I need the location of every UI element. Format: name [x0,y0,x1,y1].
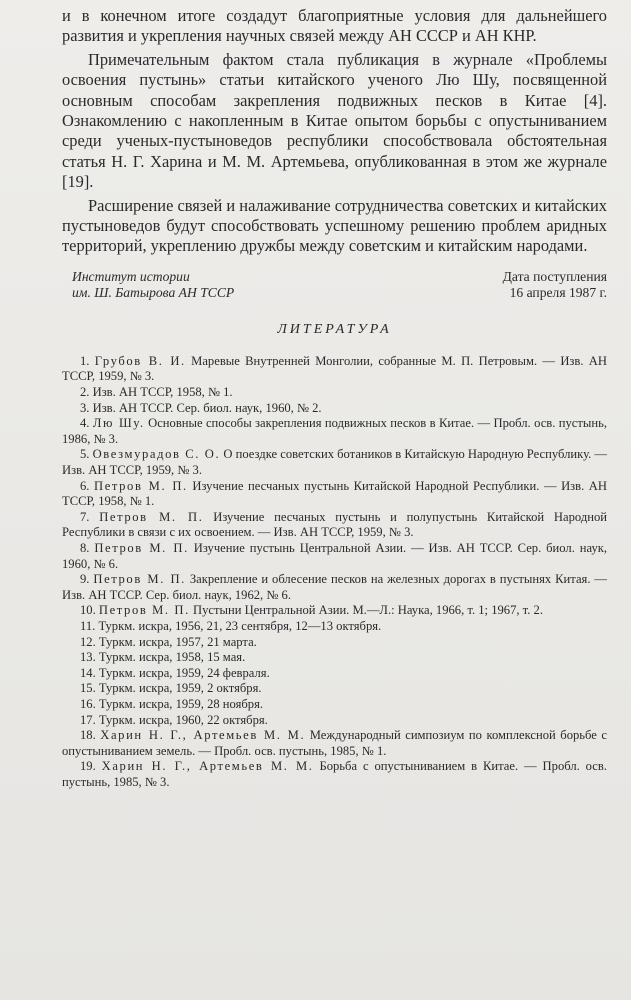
reference-item [62,479,607,510]
reference-number: 8. [80,541,90,555]
reference-item [62,697,607,713]
reference-list [62,354,607,791]
reference-number: 19. [80,759,96,774]
reference-number: 15. [80,681,96,696]
institute-affiliation [62,269,234,301]
reference-item [62,635,607,651]
paragraph-publication: Примечательным фактом стала публикация в журнале «Проблемы освоения пустынь» статьи китайского ученого Лю Шу, посвященной основным способам закрепления подвижных песков в Китае [4]. Ознакомлению с накопленным в Китае опытом борьбы с опустыниванием среди ученых-пустыноведов республики способствовала обстоятельная статья Н. Г. Харина и М. М. Артемьева, опубликованная в этом же журнале [19]. [62,49,607,192]
reference-item [62,541,607,572]
signoff [62,269,607,301]
reference-text: Пустыни Центральной Азии. М.—Л.: Наука, 1966, т. 1; 1967, т. 2. [193,603,543,618]
reference-author: Харин Н. Г., Артемьев М. М. [101,759,314,774]
reference-item [62,510,607,541]
reference-item [62,650,607,666]
reference-author: Лю Шу. [92,416,145,431]
reference-text: Туркм. искра, 1959, 28 ноября. [98,696,264,711]
date-label: Дата поступления [502,268,607,284]
reference-text: Туркм. искра, 1959, 2 октября. [98,681,262,696]
reference-author: Петров М. П. [94,541,189,555]
reference-item [62,681,607,697]
reference-text: О поездке советских ботаников в Китайскую Народную Республику. — Изв. АН ТССР, 1959, № 3. [62,447,607,478]
reference-item [62,572,607,603]
reference-text: Туркм. искра, 1959, 24 февраля. [98,665,270,680]
reference-number: 1. [80,353,90,368]
reference-item [62,447,607,478]
reference-number: 11. [80,618,96,633]
reference-text: Туркм. искра, 1958, 15 мая. [98,650,246,665]
paragraph-continuation: и в конечном итоге создадут благоприятные условия для дальнейшего развития и укрепления научных связей между АН СССР и АН КНР. [62,6,607,46]
reference-item [62,619,607,635]
reference-item [62,728,607,759]
reference-author: Петров М. П. [98,603,190,618]
reference-number: 17. [80,712,96,727]
reference-text: Туркм. искра, 1957, 21 марта. [98,634,257,649]
literature-heading: ЛИТЕРАТУРА [277,321,392,337]
reference-number: 14. [80,665,96,680]
reference-number: 12. [80,634,96,649]
reference-author: Петров М. П. [99,509,204,524]
reference-number: 10. [80,603,96,618]
reference-number: 2. [80,385,90,400]
reference-author: Харин Н. Г., Артемьев М. М. [100,728,306,743]
institute-line-1: Институт истории [72,268,190,284]
date-value: 16 апреля 1987 г. [509,284,607,300]
reference-number: 13. [80,650,96,665]
reference-item [62,401,607,417]
reference-text: Туркм. искра, 1960, 22 октября. [98,712,268,727]
reference-item [62,416,607,447]
received-date [503,269,607,301]
reference-item [62,666,607,682]
reference-text: Изучение песчаных пустынь и полупустынь Китайской Народной Республики в связи с их освоением. — Изв. АН ТССР, 1959, № 3. [62,509,608,540]
reference-number: 18. [80,728,96,743]
reference-number: 6. [80,478,90,493]
reference-author: Овезмурадов С. О. [92,447,221,462]
reference-text: Туркм. искра, 1956, 21, 23 сентября, 12—13 октября. [98,618,382,633]
reference-item [62,759,607,790]
reference-number: 5. [80,447,90,462]
reference-author: Петров М. П. [93,572,186,587]
reference-number: 9. [80,572,90,587]
reference-text: Изучение пустынь Центральной Азии. — Изв. АН ТССР. Сер. биол. наук, 1960, № 6. [62,541,608,571]
reference-text: Закрепление и облесение песков на железных дорогах в пустынях Китая. — Изв. АН ТССР. Сер. биол. наук, 1962, № 6. [62,572,608,602]
reference-text: Основные способы закрепления подвижных песков в Китае. — Пробл. осв. пустынь, 1986, № 3. [62,416,607,446]
reference-text: Международный симпозиум по комплексной борьбе с опустыниванием земель. — Пробл. осв. пустынь, 1985, № 1. [62,728,607,758]
reference-number: 7. [80,509,90,524]
reference-number: 3. [80,400,90,415]
body-text [62,6,607,257]
reference-text: Борьба с опустыниванием в Китае. — Пробл. осв. пустынь, 1985, № 3. [62,759,607,789]
reference-text: Изв. АН ТССР, 1958, № 1. [92,385,233,400]
institute-line-2: им. Ш. Батырова АН ТССР [72,284,235,300]
paragraph-conclusion: Расширение связей и налаживание сотрудничества советских и китайских пустыноведов будут способствовать успешному решению проблем аридных территорий, укреплению дружбы между советским и китайским народами. [62,195,607,256]
reference-item [62,713,607,729]
reference-item [62,385,607,401]
reference-item [62,354,607,385]
reference-number: 4. [80,416,90,431]
reference-item [62,603,607,619]
reference-author: Грубов В. И. [94,353,186,368]
reference-text: Маревые Внутренней Монголии, собранные М. П. Петровым. — Изв. АН ТССР, 1959, № 3. [62,353,607,384]
reference-text: Изв. АН ТССР. Сер. биол. наук, 1960, № 2. [92,400,322,415]
reference-number: 16. [80,696,96,711]
reference-text: Изучение песчаных пустынь Китайской Народной Республики. — Изв. АН ТССР, 1958, № 1. [62,478,607,509]
reference-author: Петров М. П. [94,478,188,493]
